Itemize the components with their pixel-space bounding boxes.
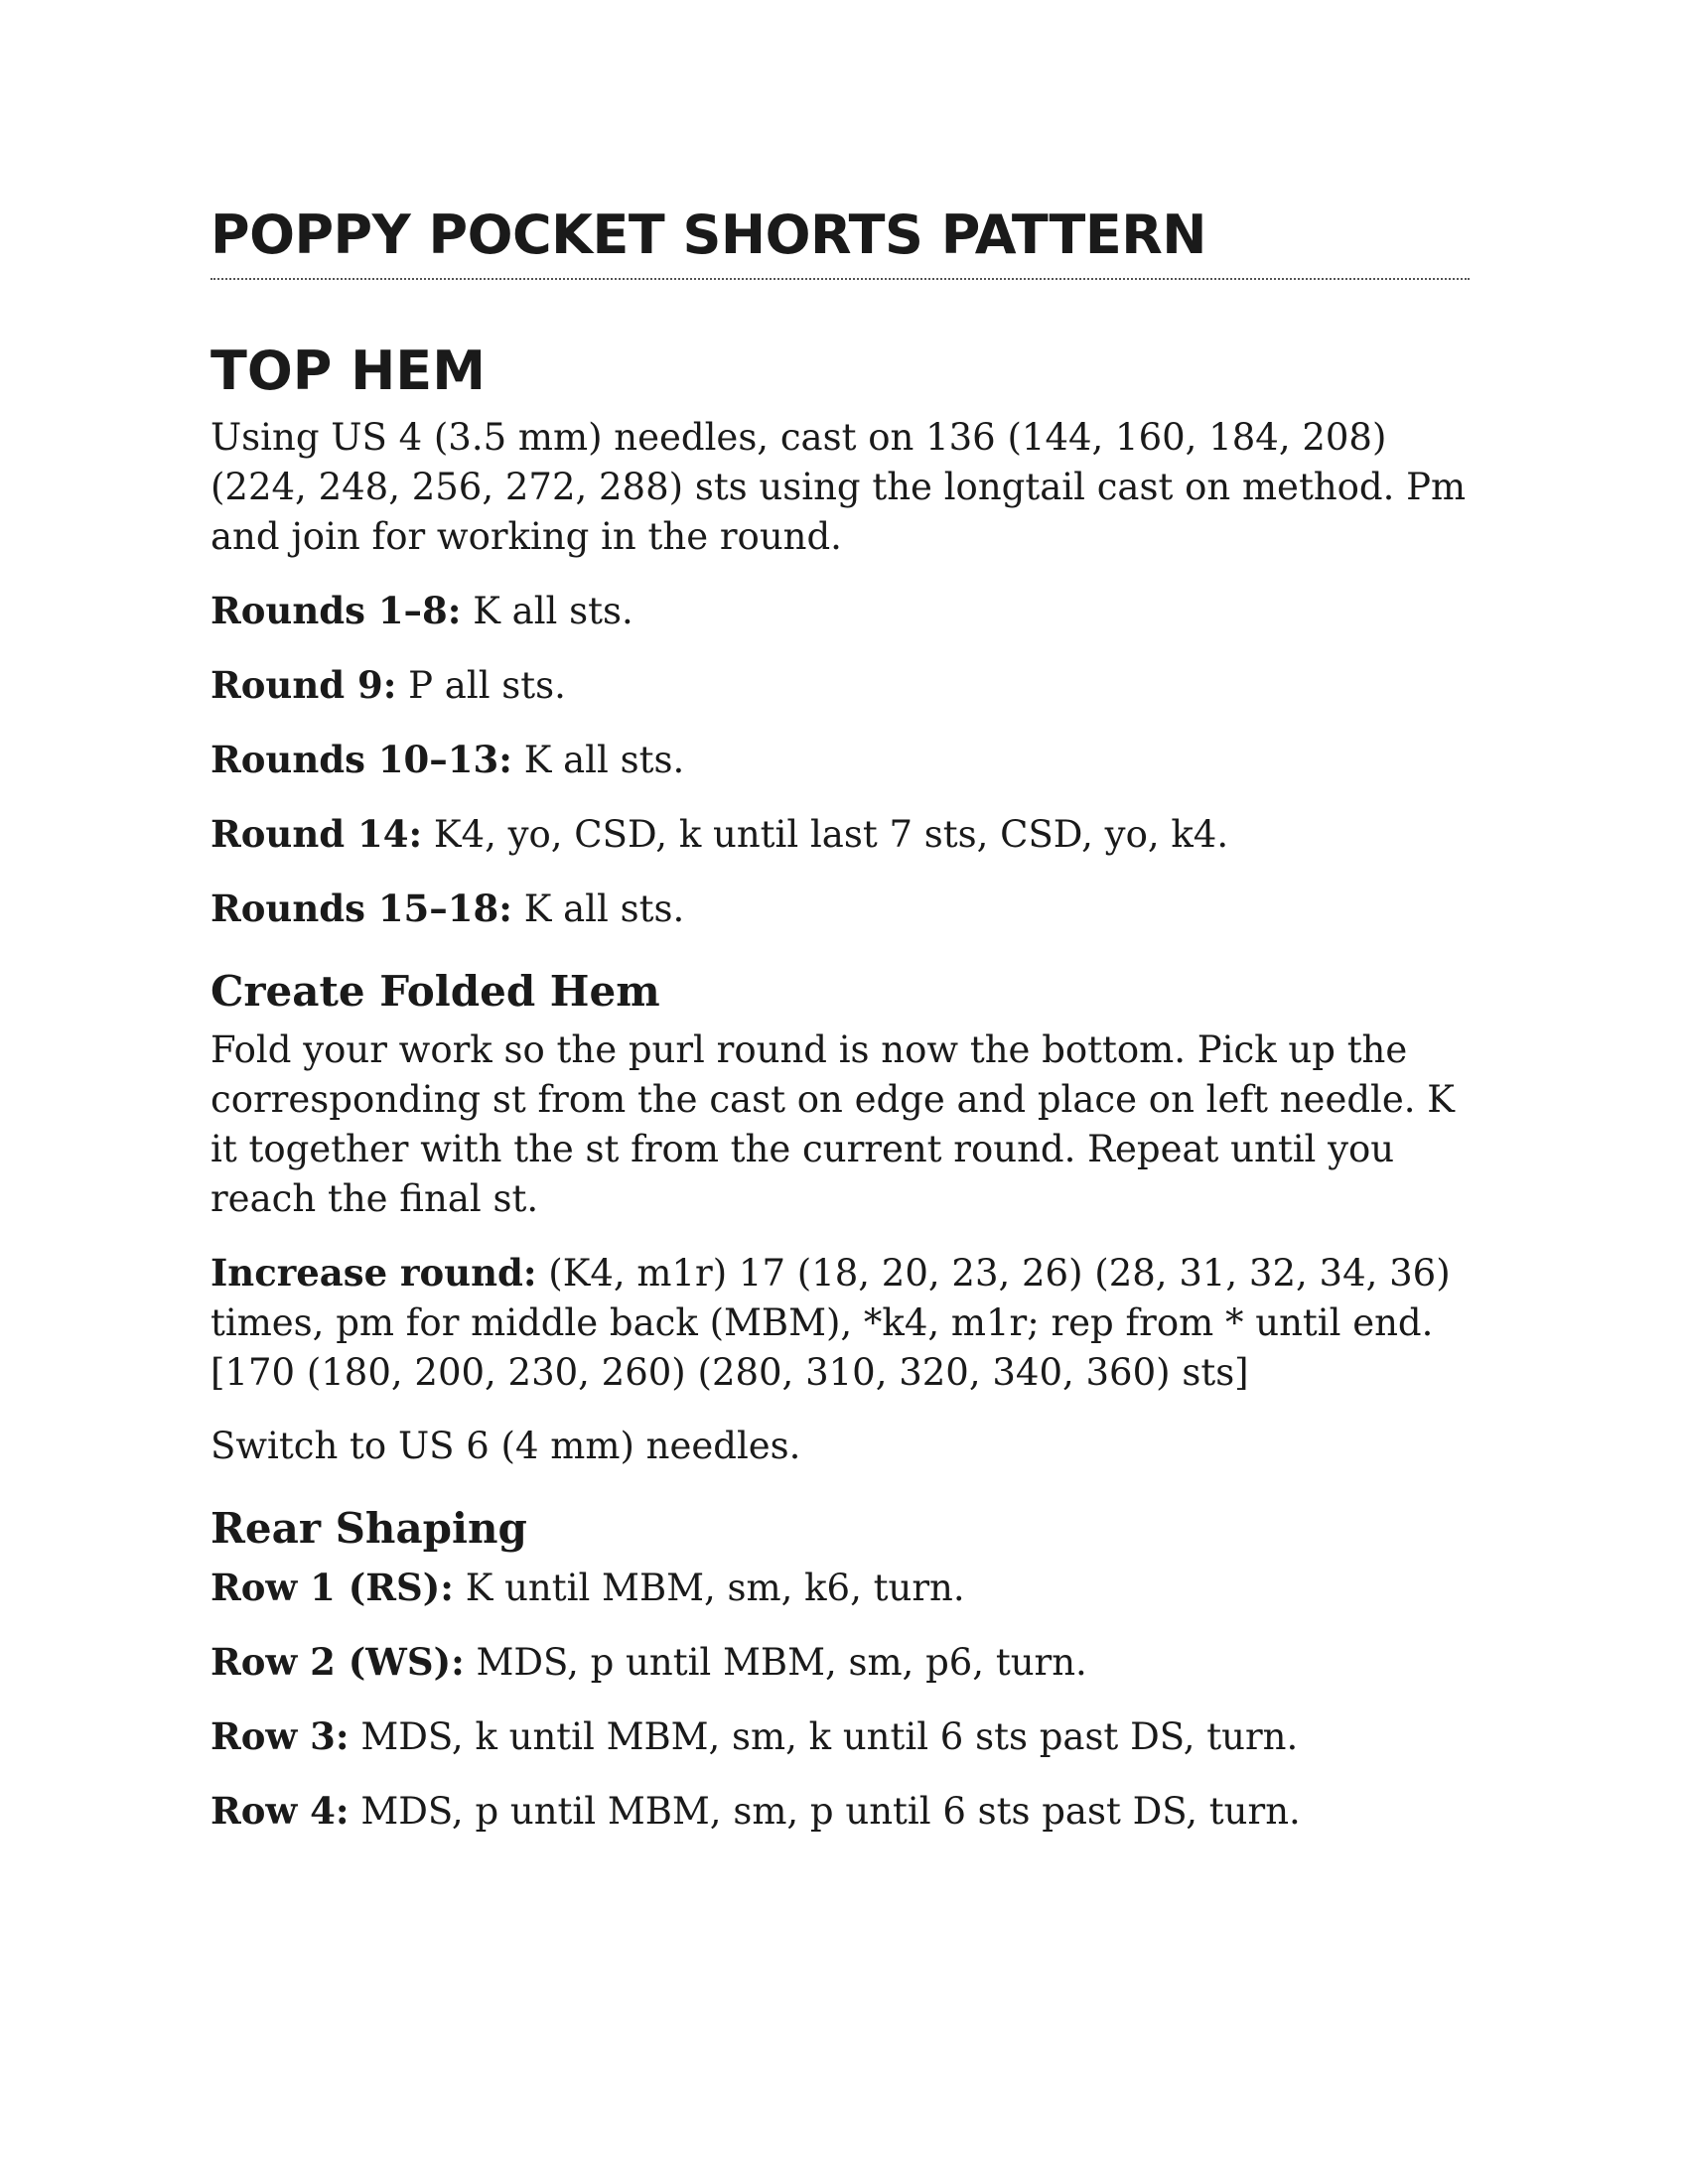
increase-round-instruction <box>211 1248 1472 1398</box>
row-instruction <box>211 1563 1472 1613</box>
round-text: K4, yo, CSD, k until last 7 sts, CSD, yo, k4. <box>422 813 1229 856</box>
section-heading-top-hem: TOP HEM <box>211 340 486 402</box>
row-instruction <box>211 1711 1472 1762</box>
row-label: Row 2 (WS): <box>211 1640 465 1684</box>
round-label: Round 14: <box>211 812 423 856</box>
round-instruction <box>211 884 1472 934</box>
round-instruction <box>211 660 1472 711</box>
round-text: P all sts. <box>396 664 566 707</box>
round-instruction <box>211 735 1472 785</box>
round-label: Round 9: <box>211 663 397 707</box>
round-instruction <box>211 809 1472 860</box>
row-text: K until MBM, sm, k6, turn. <box>453 1567 965 1609</box>
round-text: K all sts. <box>461 590 633 632</box>
section-heading-folded-hem: Create Folded Hem <box>211 967 660 1016</box>
row-text: MDS, p until MBM, sm, p6, turn. <box>464 1641 1087 1684</box>
increase-round-label: Increase round: <box>211 1251 537 1295</box>
row-text: MDS, p until MBM, sm, p until 6 sts past DS, turn. <box>349 1790 1301 1833</box>
round-instruction <box>211 586 1472 636</box>
row-label: Row 1 (RS): <box>211 1566 454 1609</box>
folded-hem-intro: Fold your work so the purl round is now the bottom. Pick up the corresponding st from the cast on edge and place on left needle. K it together with the st from the current round. Repeat until you reach the final st. <box>211 1028 1455 1220</box>
document-title: POPPY POCKET SHORTS PATTERN <box>211 199 1470 280</box>
row-label: Row 4: <box>211 1789 350 1833</box>
top-hem-intro: Using US 4 (3.5 mm) needles, cast on 136 (144, 160, 184, 208) (224, 248, 256, 272, 288) sts using the longtail cast on method. Pm and join for working in the round. <box>211 416 1467 558</box>
row-label: Row 3: <box>211 1714 350 1758</box>
document-page <box>211 199 1472 1860</box>
round-text: K all sts. <box>511 739 685 781</box>
round-label: Rounds 15–18: <box>211 887 512 930</box>
row-instruction <box>211 1637 1472 1688</box>
section-heading-rear-shaping: Rear Shaping <box>211 1504 527 1553</box>
row-instruction <box>211 1786 1472 1837</box>
round-label: Rounds 1–8: <box>211 589 462 632</box>
increase-round-text: (K4, m1r) 17 (18, 20, 23, 26) (28, 31, 32, 34, 36) times, pm for middle back (MBM), *k4, m1r; rep from * until end. [170 (180, 200, 230, 260) (280, 310, 320, 340, 360) sts] <box>211 1252 1451 1394</box>
round-text: K all sts. <box>511 887 685 930</box>
needle-switch-note: Switch to US 6 (4 mm) needles. <box>211 1425 801 1467</box>
row-text: MDS, k until MBM, sm, k until 6 sts past DS, turn. <box>349 1715 1299 1758</box>
round-label: Rounds 10–13: <box>211 738 512 781</box>
